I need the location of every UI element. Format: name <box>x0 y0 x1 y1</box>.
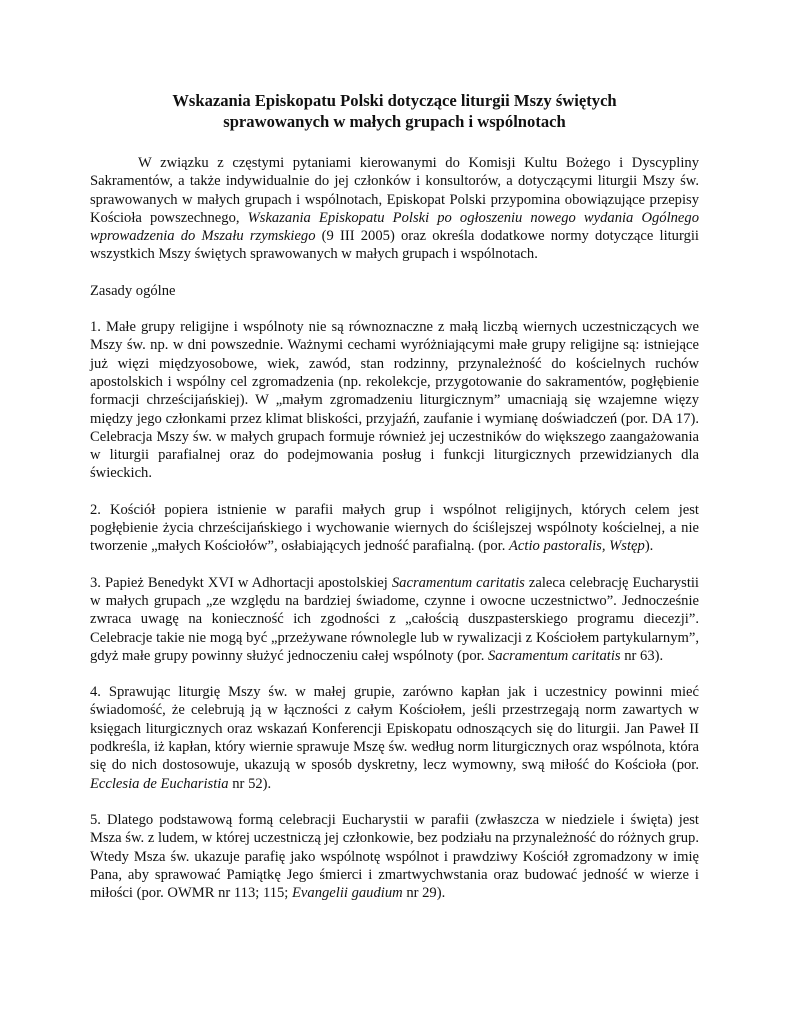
paragraph-2 <box>90 501 699 556</box>
document-page <box>90 90 699 902</box>
paragraph-3-text-1: 3. Papież Benedykt XVI w Adhortacji apostolskiej <box>90 574 392 591</box>
paragraph-3 <box>90 574 699 665</box>
paragraph-1 <box>90 318 699 483</box>
intro-cited-title: Wskazania Episkopatu Polski po ogłoszeniu nowego wydania Ogólnego wprowadzenia do Mszału rzymskiego <box>90 209 699 245</box>
paragraph-4-citation: Ecclesia de Eucharistia <box>90 775 229 792</box>
paragraph-2-text-2: ). <box>644 538 654 555</box>
paragraph-5-citation: Evangelii gaudium <box>292 885 403 902</box>
paragraph-3-text-2: zaleca celebrację Eucharystii w małych grupach „ze względu na bardziej świadome, czynne i owocne uczestnictwo”. Jednocześnie zwraca uwagę na konieczność ich zgodności z „całością duszpasterskiego programu diecezji”. Celebracje takie nie mogą być „przeżywane równolegle lub w rywalizacji z Kościołem partykularnym”, gdyż małe grupy powinny służyć jednoczeniu całej wspólnoty (por. <box>90 574 699 664</box>
paragraph-5-text-2: nr 29). <box>402 885 446 902</box>
paragraph-3-citation-2: Sacramentum caritatis <box>488 647 621 664</box>
document-title <box>90 90 699 132</box>
paragraph-3-citation-1: Sacramentum caritatis <box>391 574 525 591</box>
paragraph-5-text-1: 5. Dlatego podstawową formą celebracji Eucharystii w parafii (zwłaszcza w niedziele i święta) jest Msza św. z ludem, w której uczestniczą jej członkowie, bez podziału na przynależność do różnych grup. Wtedy Msza św. ukazuje parafię jako wspólnotę wspólnot i prawdziwy Kościół zgromadzony w imię Pana, aby sprawować Pamiątkę Jego śmierci i zmartwychwstania oraz budować jedność w wierze i miłości (por. OWMR nr 113; 115; <box>90 811 699 902</box>
paragraph-5 <box>90 811 699 902</box>
paragraph-4-text-1: 4. Sprawując liturgię Mszy św. w małej grupie, zarówno kapłan jak i uczestnicy powinni mieć świadomość, że celebrują ją w łączności z całym Kościołem, jeśli przestrzegają norm zawartych w księgach liturgicznych oraz wskazań Konferencji Episkopatu odnoszących się do liturgii. Jan Paweł II podkreśla, iż kapłan, który wiernie sprawuje Mszę św. według norm liturgicznych oraz wspólnota, która się do nich dostosowuje, ukazują w sposób dyskretny, lecz wymowny, swą miłość do Kościoła (por. <box>90 684 699 774</box>
paragraph-4-text-2: nr 52). <box>228 775 272 792</box>
paragraph-2-text-1: 2. Kościół popiera istnienie w parafii małych grup i wspólnot religijnych, których celem jest pogłębienie życia chrześcijańskiego i wychowanie wiernych do ściślejszej wspólnoty kościelnej, a nie tworzenie „małych Kościołów”, osłabiających jedność parafialną. (por. <box>90 501 699 555</box>
paragraph-3-text-3: nr 63). <box>620 647 664 664</box>
section-heading: Zasady ogólne <box>90 282 176 299</box>
paragraph-2-citation: Actio pastoralis, Wstęp <box>509 538 645 555</box>
title-line-1: Wskazania Episkopatu Polski dotyczące liturgii Mszy świętych <box>172 91 617 110</box>
paragraph-4 <box>90 683 699 793</box>
paragraph-1-text: 1. Małe grupy religijne i wspólnoty nie są równoznaczne z małą liczbą wiernych uczestniczących we Mszy św. np. w dni powszednie. Ważnymi cechami wyróżniającymi małe grupy religijne są: istniejące już więzi międzyosobowe, wiek, zawód, stan rodzinny, przynależność do kościelnych ruchów apostolskich i wspólny cel zgromadzenia (np. rekolekcje, przygotowanie do sakramentów, pogłębienie formacji chrześcijańskiej). W „małym zgromadzeniu liturgicznym” umacniają się wzajemne więzy między jego członkami przez klimat bliskości, przyjaźń, zaufanie i wymianę doświadczeń (por. DA 17). Celebracja Mszy św. w małych grupach formuje również jej uczestników do większego zaangażowania w liturgii parafialnej oraz do podejmowania posług i funkcji liturgicznych przewidzianych dla świeckich. <box>90 319 699 482</box>
intro-text-1: W związku z częstymi pytaniami kierowanymi do Komisji Kultu Bożego i Dyscypliny Sakramentów, a także indywidualnie do jej członków i konsultorów, a dotyczącymi liturgii Mszy św. sprawowanych w małych grupach i wspólnotach, Episkopat Polski przypomina obowiązujące przepisy Kościoła powszechnego, <box>90 155 699 226</box>
intro-paragraph <box>90 154 699 264</box>
title-line-2: sprawowanych w małych grupach i wspólnotach <box>223 112 566 131</box>
intro-text-2: (9 III 2005) oraz określa dodatkowe normy dotyczące liturgii wszystkich Mszy świętych sprawowanych w małych grupach i wspólnotach. <box>90 228 699 263</box>
